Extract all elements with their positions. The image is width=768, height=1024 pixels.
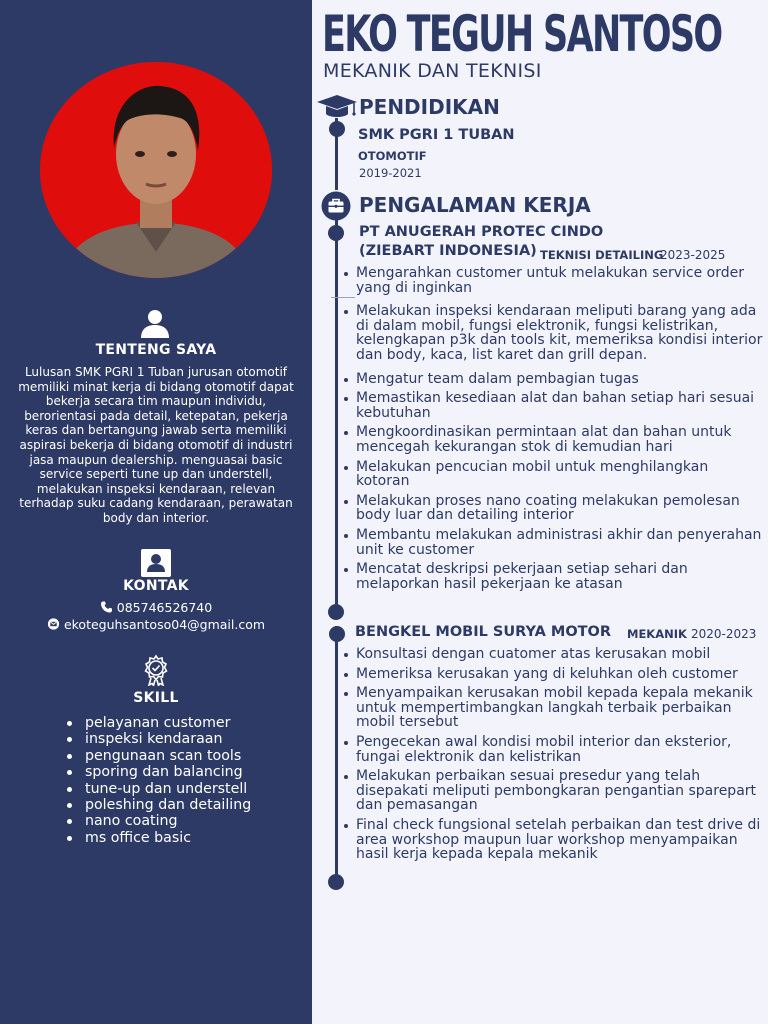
job-duty-list xyxy=(342,647,764,862)
job-years: 2023-2025 xyxy=(660,248,726,262)
job-duty: Final check fungsional setelah perbaikan dan test drive di area workshop maupun luar workshop menyampaikan hasil kerja kepada kepala mekanik xyxy=(342,818,764,862)
briefcase-icon xyxy=(321,191,351,221)
job-duty: Konsultasi dengan cuatomer atas kerusakan mobil xyxy=(342,647,764,662)
profile-photo xyxy=(40,62,272,278)
job-duty: Melakukan inspeksi kendaraan meliputi barang yang ada di dalam mobil, fungsi elektronik, fungsi kelistrikan, kelengkapan p3k dan tools kit, memeriksa kondisi interior dan body, kaca, list karet dan grill depan. xyxy=(342,304,766,362)
education-school: SMK PGRI 1 TUBAN xyxy=(358,127,515,143)
full-name: EKO TEGUH SANTOSO xyxy=(322,5,722,63)
job-duty: Mencatat deskripsi pekerjaan setiap sehari dan melaporkan hasil pekerjaan ke atasan xyxy=(342,562,766,591)
about-title: TENTENG SAYA xyxy=(95,342,217,358)
job-duty: Melakukan perbaikan sesuai presedur yang telah disepakati meliputi pembongkaran pengantian sparepart dan pemasangan xyxy=(342,769,764,813)
job-role: MEKANIK DAN TEKNISI xyxy=(323,60,542,82)
job-position: TEKNISI DETAILING xyxy=(540,248,664,262)
job-company: PT ANUGERAH PROTEC CINDO xyxy=(359,224,604,240)
education-major: OTOMOTIF xyxy=(358,149,427,163)
email-icon xyxy=(47,618,60,630)
job-duty: Melakukan proses nano coating melakukan pemolesan body luar dan detailing interior xyxy=(342,494,766,523)
skill-item: pelayanan customer xyxy=(65,715,251,731)
job-company-subtitle: (ZIEBART INDONESIA) xyxy=(359,243,537,259)
user-icon xyxy=(138,308,172,340)
skill-item: poleshing dan detailing xyxy=(65,797,251,813)
skill-list xyxy=(65,715,251,846)
contact-title: KONTAK xyxy=(123,578,189,594)
job-duty: Melakukan pencucian mobil untuk menghilangkan kotoran xyxy=(342,460,766,489)
email-address: ekoteguhsantoso04@gmail.com xyxy=(63,617,266,632)
job-years: 2020-2023 xyxy=(691,627,757,641)
skill-title: SKILL xyxy=(133,690,179,706)
sidebar xyxy=(0,0,312,1024)
contact-email[interactable] xyxy=(0,617,312,632)
skill-item: sporing dan balancing xyxy=(65,764,251,780)
education-years: 2019-2021 xyxy=(359,166,422,180)
skill-item: ms office basic xyxy=(65,830,251,846)
timeline-dot xyxy=(329,121,345,137)
job-duty: Memastikan kesediaan alat dan bahan setiap hari sesuai kebutuhan xyxy=(342,391,766,420)
about-text: Lulusan SMK PGRI 1 Tuban jurusan otomotif memiliki minat kerja di bidang otomotif dapat bekerja secara tim maupun individu, berorientasi pada detail, ketepatan, pekerja keras dan bertangung jawab serta memiliki aspirasi bekerja di bidang otomotif di industri jasa maupun dealership. menguasai basic service seperti tune up dan understell, melakukan inspeksi kendaraan, relevan terhadap suku cadang kendaraan, perawatan body dan interior. xyxy=(18,365,294,525)
skill-item: pengunaan scan tools xyxy=(65,748,251,764)
job-company: BENGKEL MOBIL SURYA MOTOR xyxy=(355,624,612,640)
job-duty: Pengecekan awal kondisi mobil interior dan eksterior, fungai elektronik dan kelistrikan xyxy=(342,735,764,764)
job-duty: Memeriksa kerusakan yang di keluhkan oleh customer xyxy=(342,667,764,682)
graduation-cap-icon xyxy=(316,94,358,120)
education-title: PENDIDIKAN xyxy=(359,95,500,119)
timeline-line xyxy=(335,220,338,612)
contact-phone[interactable] xyxy=(0,600,312,615)
skill-item: inspeksi kendaraan xyxy=(65,731,251,747)
job-duty-list xyxy=(342,266,766,591)
job-duty: Mengkoordinasikan permintaan alat dan bahan untuk mencegah kekurangan stok di kemudian hari xyxy=(342,425,766,454)
job-duty: Mengatur team dalam pembagian tugas xyxy=(342,372,766,387)
timeline-line xyxy=(335,626,338,884)
phone-number: 085746526740 xyxy=(116,600,213,615)
job-duty: Membantu melakukan administrasi akhir dan penyerahan unit ke customer xyxy=(342,528,766,557)
skill-item: tune-up dan understell xyxy=(65,781,251,797)
job-duty: Menyampaikan kerusakan mobil kepada kepala mekanik untuk mempertimbangkan langkah terbaik perbaikan mobil tersebut xyxy=(342,686,764,730)
timeline-dot xyxy=(328,604,344,620)
timeline-dot xyxy=(328,225,344,241)
portrait-illustration xyxy=(40,62,272,278)
job-duty: Mengarahkan customer untuk melakukan service order yang di inginkan xyxy=(342,266,766,295)
experience-title: PENGALAMAN KERJA xyxy=(359,193,591,217)
timeline-dot xyxy=(328,874,344,890)
gear-award-icon xyxy=(140,654,172,686)
contact-card-icon xyxy=(140,548,172,578)
skill-item: nano coating xyxy=(65,813,251,829)
divider xyxy=(331,297,355,298)
timeline-dot xyxy=(329,626,345,642)
job-position: MEKANIK xyxy=(627,627,687,641)
phone-icon xyxy=(100,601,113,613)
